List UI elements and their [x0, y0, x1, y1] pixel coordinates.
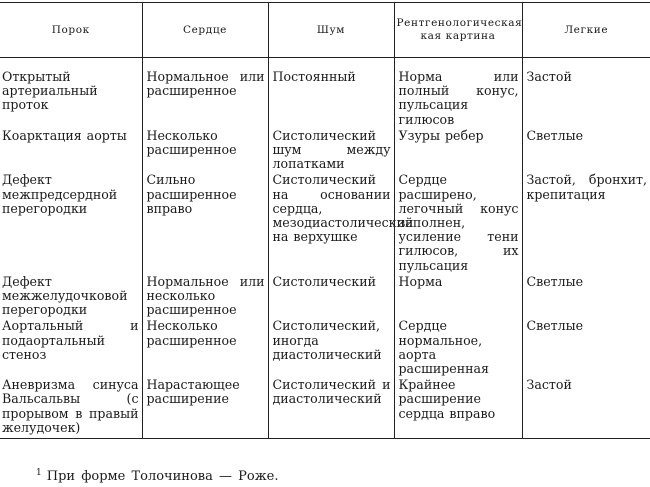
footnote	[36, 465, 278, 485]
cell-murmur: Систолический	[268, 273, 394, 318]
header-xray-line2: кая картина	[420, 30, 496, 42]
cell-murmur: Постоянный	[268, 58, 394, 127]
cell-murmur: Систолический и диастолический	[268, 376, 394, 438]
cell-lungs: Светлые	[522, 317, 650, 376]
cell-lungs: Застой, бронхит, крепитация	[522, 171, 650, 272]
cell-lungs: Светлые	[522, 127, 650, 172]
cell-heart: Нарастающее расширение	[142, 376, 268, 438]
table-row	[0, 58, 650, 127]
cell-lungs: Застой	[522, 376, 650, 438]
cell-xray: Норма	[394, 273, 522, 318]
cell-xray: Сердце нормальное, аорта расширенная	[394, 317, 522, 376]
header-xray	[394, 3, 522, 58]
cell-defect: Коарктация аорты	[2, 127, 127, 143]
cell-xray: Узуры ребер	[394, 127, 522, 172]
cell-heart: Несколько расширенное	[142, 317, 268, 376]
table-row	[0, 127, 650, 172]
header-lungs: Легкие	[522, 3, 650, 58]
cell-defect: Дефект межпредсердной перегородки	[2, 172, 118, 216]
footnote-mark: 1	[36, 468, 42, 478]
heart-defects-table	[0, 2, 650, 439]
table-row	[0, 376, 650, 438]
cell-murmur: Систолический, иногда диастолический	[268, 317, 394, 376]
cell-heart: Сильно расширенное вправо	[142, 171, 268, 272]
cell-heart: Нормальное или несколько расширенное	[142, 273, 268, 318]
cell-defect: Открытый артериальный проток	[2, 69, 98, 113]
cell-defect: Аневризма синуса Вальсальвы (с прорывом в правый желудочек)	[0, 376, 142, 438]
footnote-text: При форме Толочинова — Роже.	[46, 469, 279, 484]
cell-defect: Дефект межжелудочковой перегородки	[2, 273, 128, 318]
header-xray-line1: Рентгенологическая	[396, 17, 523, 29]
cell-xray: Норма или полный конус, пульсация гилюсов	[394, 58, 522, 127]
table-row	[0, 273, 650, 318]
cell-lungs: Светлые	[522, 273, 650, 318]
cell-xray: Крайнее расширение сердца вправо	[394, 376, 522, 438]
header-heart: Сердце	[142, 3, 268, 58]
cell-defect: Аортальный и подаортальный стеноз	[2, 318, 139, 362]
table-row	[0, 317, 650, 376]
table-row	[0, 171, 650, 272]
cell-heart: Несколько расширенное	[142, 127, 268, 172]
table-header-row	[0, 3, 650, 58]
cell-lungs: Застой	[522, 58, 650, 127]
header-defect: Порок	[0, 3, 142, 58]
cell-heart: Нормальное или расширенное	[142, 58, 268, 127]
cell-murmur: Систолический шум между лопатками	[268, 127, 394, 172]
header-murmur: Шум	[268, 3, 394, 58]
cell-murmur: Систолический на основании сердца, мезодиастолический на верхушке	[268, 171, 394, 272]
cell-xray: Сердце расширено, легочный конус заполнен, усиление тени гилюсов, их пульсация	[394, 171, 522, 272]
